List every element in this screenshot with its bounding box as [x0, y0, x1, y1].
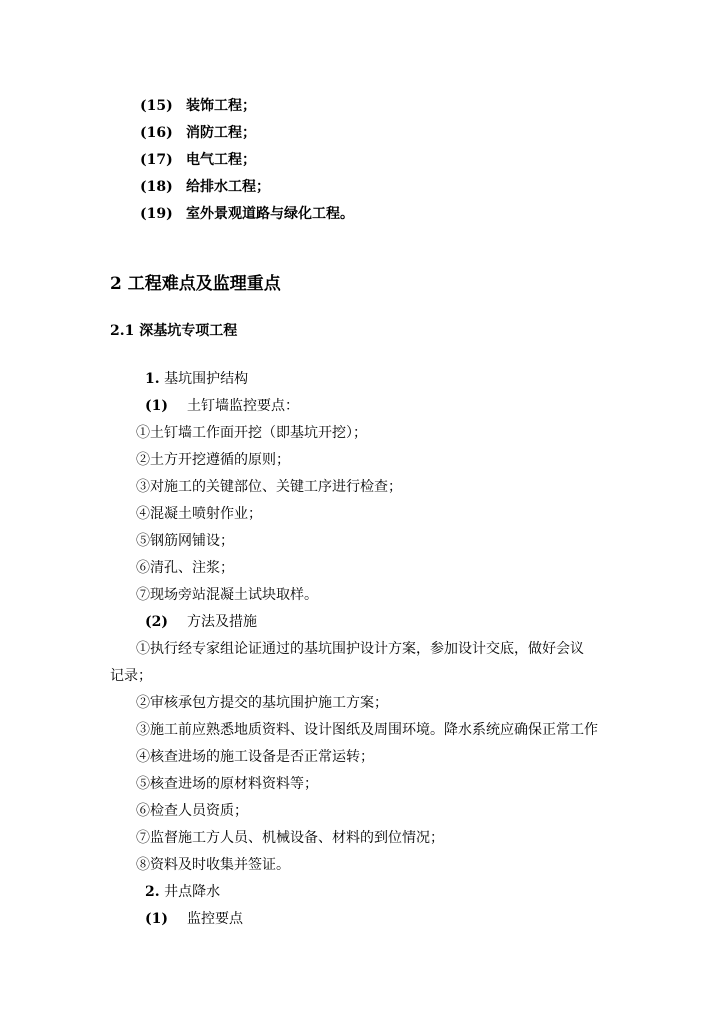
list-item-number: (19): [140, 206, 173, 222]
list-item: ③施工前应熟悉地质资料、设计图纸及周围环境。降水系统应确保正常工作: [136, 722, 598, 738]
list-item: ②审核承包方提交的基坑围护施工方案；: [136, 695, 388, 711]
list-item: ①执行经专家组论证通过的基坑围护设计方案，参加设计交底，做好会议: [136, 641, 584, 657]
list-item-text: 给排水工程；: [186, 179, 270, 195]
list-item-number: (18): [140, 179, 173, 195]
list-item: ⑥清孔、注浆；: [136, 560, 234, 576]
list-item-text: 室外景观道路与绿化工程。: [186, 206, 354, 222]
sub-heading-text: 方法及措施: [187, 614, 257, 630]
list-item: ⑥检查人员资质；: [136, 803, 248, 819]
list-item: [140, 97, 256, 115]
sub-heading-number: (2): [145, 614, 168, 630]
list-item-text: 消防工程；: [186, 125, 256, 141]
sub-heading: [145, 397, 299, 415]
list-item: [140, 178, 270, 196]
sub-heading-text: 土钉墙监控要点：: [187, 398, 299, 414]
item-text: 基坑围护结构: [164, 371, 249, 387]
list-item: ①土钉墙工作面开挖（即基坑开挖）；: [136, 425, 367, 441]
sub-heading-number: (1): [145, 398, 168, 414]
list-item: ⑧资料及时收集并签证。: [136, 857, 290, 873]
list-item-number: (17): [140, 152, 173, 168]
list-item: ⑦现场旁站混凝土试块取样。: [136, 587, 318, 603]
sub-heading-text: 监控要点: [187, 911, 243, 927]
list-item: ②土方开挖遵循的原则；: [136, 452, 290, 468]
list-item: [140, 205, 354, 223]
list-item: ④混凝土喷射作业；: [136, 506, 262, 522]
list-item: [140, 151, 256, 169]
sub-heading: [145, 910, 243, 928]
subsection-heading: 2.1 深基坑专项工程: [110, 323, 238, 339]
item-heading: [145, 370, 248, 388]
list-item-continuation: 记录；: [110, 668, 152, 684]
list-item: [140, 124, 256, 142]
item-text: 井点降水: [164, 884, 221, 900]
item-heading: [145, 883, 220, 901]
list-item: ⑤钢筋网铺设；: [136, 533, 234, 549]
sub-heading: [145, 613, 257, 631]
list-item: ⑦监督施工方人员、机械设备、材料的到位情况；: [136, 830, 444, 846]
list-item-number: (15): [140, 98, 173, 114]
list-item-number: (16): [140, 125, 173, 141]
item-number: 1.: [145, 371, 160, 387]
section-heading: 2 工程难点及监理重点: [110, 274, 281, 294]
list-item-text: 装饰工程；: [186, 98, 256, 114]
list-item: ③对施工的关键部位、关键工序进行检查；: [136, 479, 402, 495]
list-item: ④核查进场的施工设备是否正常运转；: [136, 749, 374, 765]
list-item-text: 电气工程；: [186, 152, 256, 168]
list-item: ⑤核查进场的原材料资料等；: [136, 776, 318, 792]
sub-heading-number: (1): [145, 911, 168, 927]
item-number: 2.: [145, 884, 160, 900]
